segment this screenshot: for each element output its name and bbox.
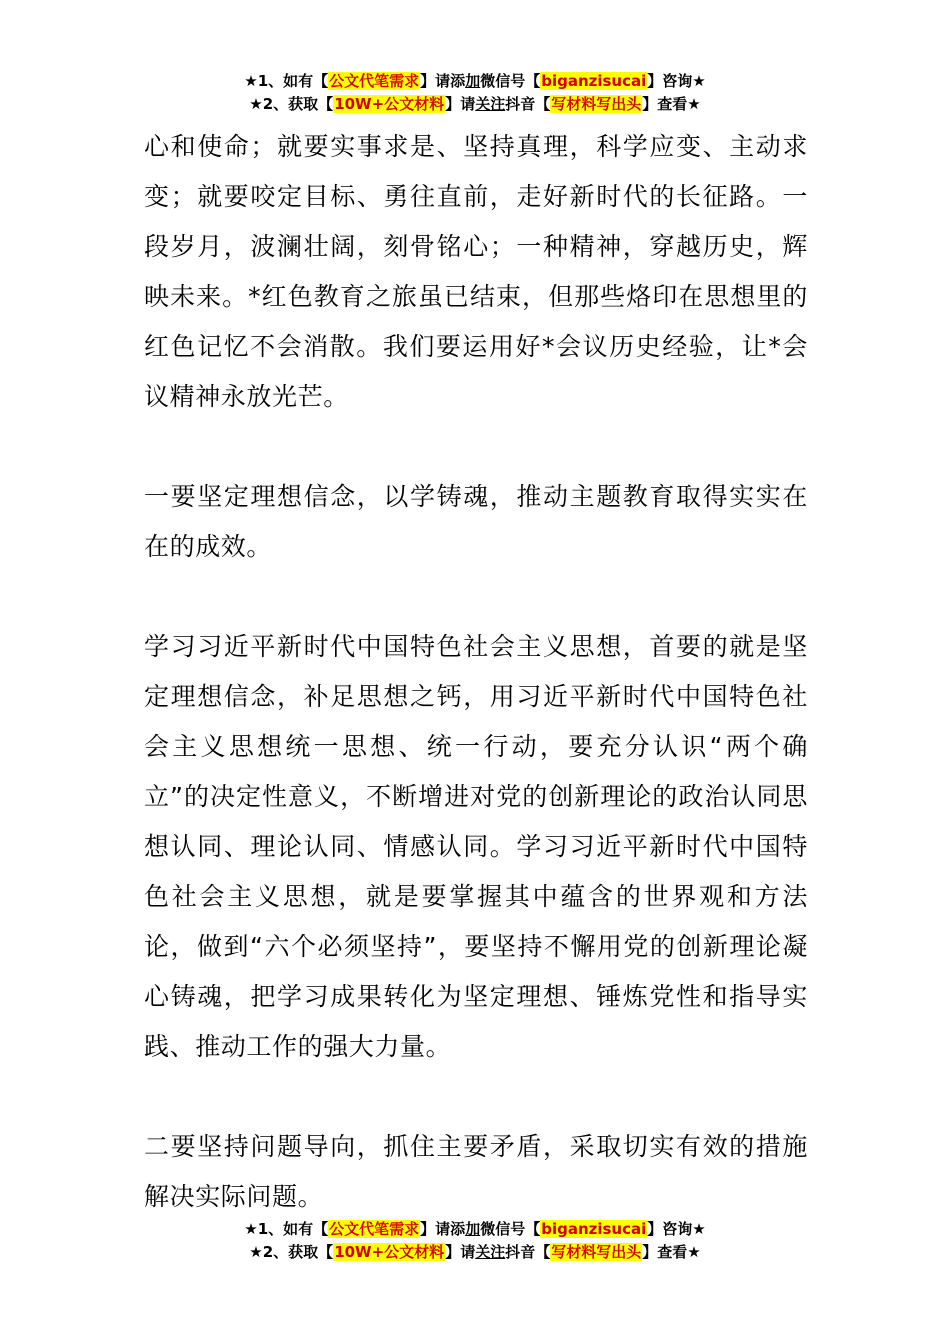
banner-text: ★1、如有【 [244,1220,329,1238]
banner-wechat-id: biganzisucai [541,72,647,90]
banner-text: 】请 [445,95,476,113]
banner-text: 】咨询★ [647,72,706,90]
banner-line-1 [0,1218,950,1241]
banner-douyin-id: 写材料写出头 [551,95,642,113]
paragraph-intro: 心和使命；就要实事求是、坚持真理，科学应变、主动求变；就要咬定目标、勇往直前，走好新时代的长征路。一段岁月，波澜壮阔，刻骨铭心；一种精神，穿越历史，辉映未来。*红色教育之旅虽已结束，但那些烙印在思想里的红色记忆不会消散。我们要运用好*会议历史经验，让*会议精神永放光芒。 [144,132,808,411]
paragraph-body-1: 学习习近平新时代中国特色社会主义思想，首要的就是坚定理想信念，补足思想之钙，用习近平新时代中国特色社会主义思想统一思想、统一行动，要充分认识“两个确立”的决定性意义，不断增进对党的创新理论的政治认同思想认同、理论认同、情感认同。学习习近平新时代中国特色社会主义思想，就是要掌握其中蕴含的世界观和方法论，做到“六个必须坚持”，要坚持不懈用党的创新理论凝心铸魂，把学习成果转化为坚定理想、锤炼党性和指导实践、推动工作的强大力量。 [144,632,808,1061]
banner-highlight: 公文代笔需求 [329,72,420,90]
banner-highlight: 10W+公文材料 [334,1243,445,1261]
paragraph-heading-1: 一要坚定理想信念，以学铸魂，推动主题教育取得实实在在的成效。 [144,482,808,561]
banner-emphasis: 加 [465,72,481,90]
paragraph-gap [144,572,808,622]
banner-text: 微信号【 [480,1220,541,1238]
banner-emphasis: 关注 [475,95,506,113]
banner-emphasis: 关注 [475,1243,506,1261]
banner-highlight: 10W+公文材料 [334,95,445,113]
banner-text: 抖音【 [505,1243,551,1261]
banner-text: 】查看★ [642,95,701,113]
banner-text: 】查看★ [642,1243,701,1261]
banner-highlight: 公文代笔需求 [329,1220,420,1238]
banner-text: ★2、获取【 [249,95,334,113]
banner-text: 微信号【 [480,72,541,90]
banner-emphasis: 加 [465,1220,481,1238]
footer-banner [0,1218,950,1264]
banner-text: 】请添 [420,72,466,90]
document-body [144,122,808,1222]
banner-line-2 [0,1241,950,1264]
banner-text: 】请 [445,1243,476,1261]
banner-text: 】咨询★ [647,1220,706,1238]
banner-text: 】请添 [420,1220,466,1238]
banner-douyin-id: 写材料写出头 [551,1243,642,1261]
paragraph-gap [144,1072,808,1122]
banner-text: 抖音【 [505,95,551,113]
banner-line-2 [0,93,950,116]
paragraph-heading-2: 二要坚持问题导向，抓住主要矛盾，采取切实有效的措施解决实际问题。 [144,1132,808,1211]
banner-text: ★1、如有【 [244,72,329,90]
banner-wechat-id: biganzisucai [541,1220,647,1238]
header-banner [0,70,950,116]
banner-text: ★2、获取【 [249,1243,334,1261]
banner-line-1 [0,70,950,93]
paragraph-gap [144,422,808,472]
